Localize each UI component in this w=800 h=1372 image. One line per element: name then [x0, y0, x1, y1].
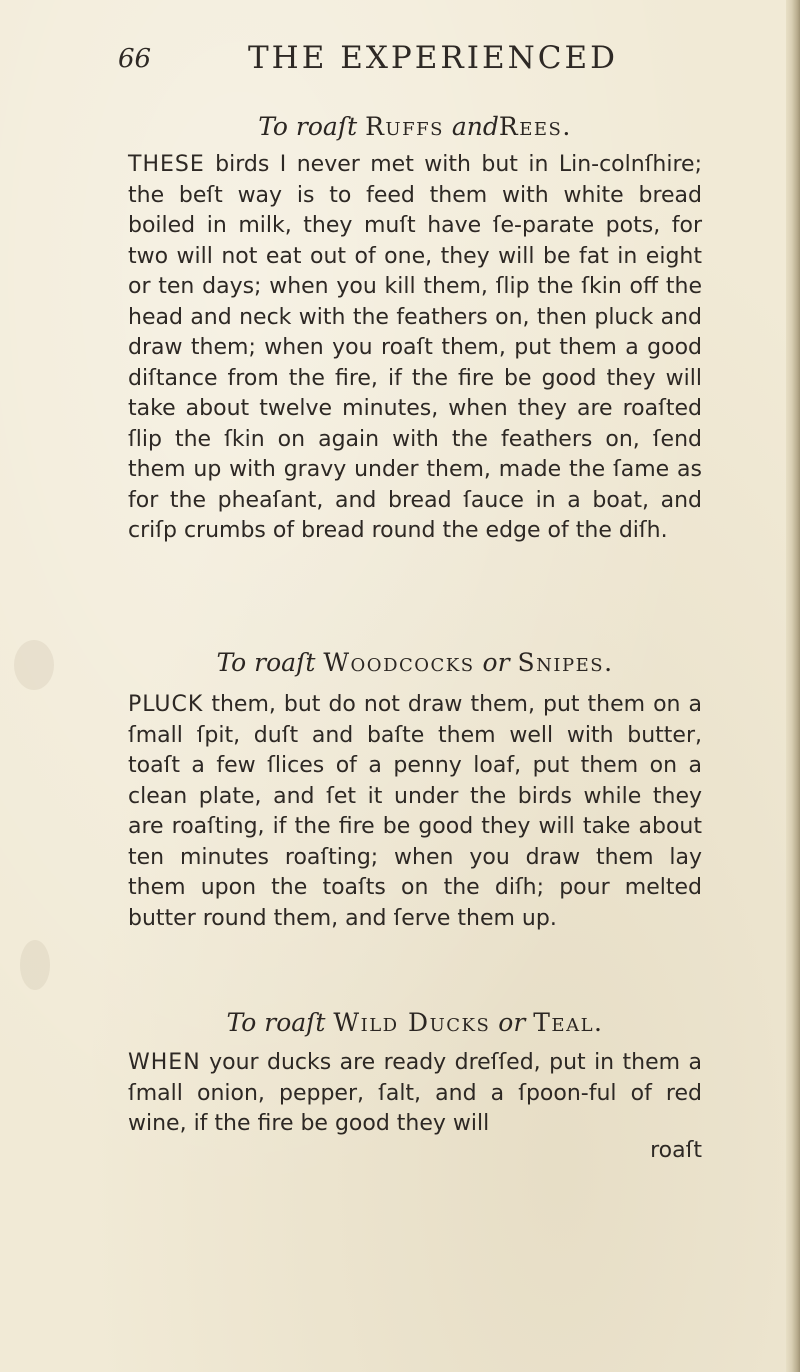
catchword: roaſt — [650, 1138, 702, 1163]
page-edge — [786, 0, 800, 1372]
page-number: 66 — [118, 44, 152, 74]
page-stain — [14, 640, 54, 690]
recipe-body-wild-ducks: WHEN your ducks are ready dreſſed, put in them a ſmall onion, pepper, ſalt, and a ſpoon-ful of red wine, if the fire be good they will — [128, 1050, 702, 1136]
recipe-title-ruffs: To roaſt Ruffs andRees. — [258, 112, 572, 141]
page-header — [118, 40, 678, 88]
page-stain — [20, 940, 50, 990]
recipe-title-woodcocks: To roaſt Woodcocks or Snipes. — [216, 648, 614, 677]
recipe-body-woodcocks: PLUCK them, but do not draw them, put them on a ſmall ſpit, duſt and baſte them well with butter, toaſt a few ſlices of a penny loaf, put them on a clean plate, and ſet it under the birds while they are roaſting, if the fire be good they will take about ten minutes roaſting; when you draw them lay them upon the toaſts on the diſh; pour melted butter round them, and ſerve them up. — [128, 692, 702, 931]
recipe-title-wild-ducks: To roaſt Wild Ducks or Teal. — [226, 1008, 604, 1037]
running-head: THE EXPERIENCED — [248, 40, 618, 76]
recipe-body-ruffs: THESE birds I never met with but in Lin-colnſhire; the beſt way is to feed them with white bread boiled in milk, they muſt have ſe-parate pots, for two will not eat out of one, they will be fat in eight or ten days; when you kill them, ſlip the ſkin off the head and neck with the feathers on, then pluck and draw them; when you roaſt them, put them a good diſtance from the fire, if the fire be good they will take about twelve minutes, when they are roaſted ſlip the ſkin on again with the feathers on, ſend them up with gravy under them, made the ſame as for the pheaſant, and bread ſauce in a boat, and criſp crumbs of bread round the edge of the diſh. — [128, 152, 702, 543]
